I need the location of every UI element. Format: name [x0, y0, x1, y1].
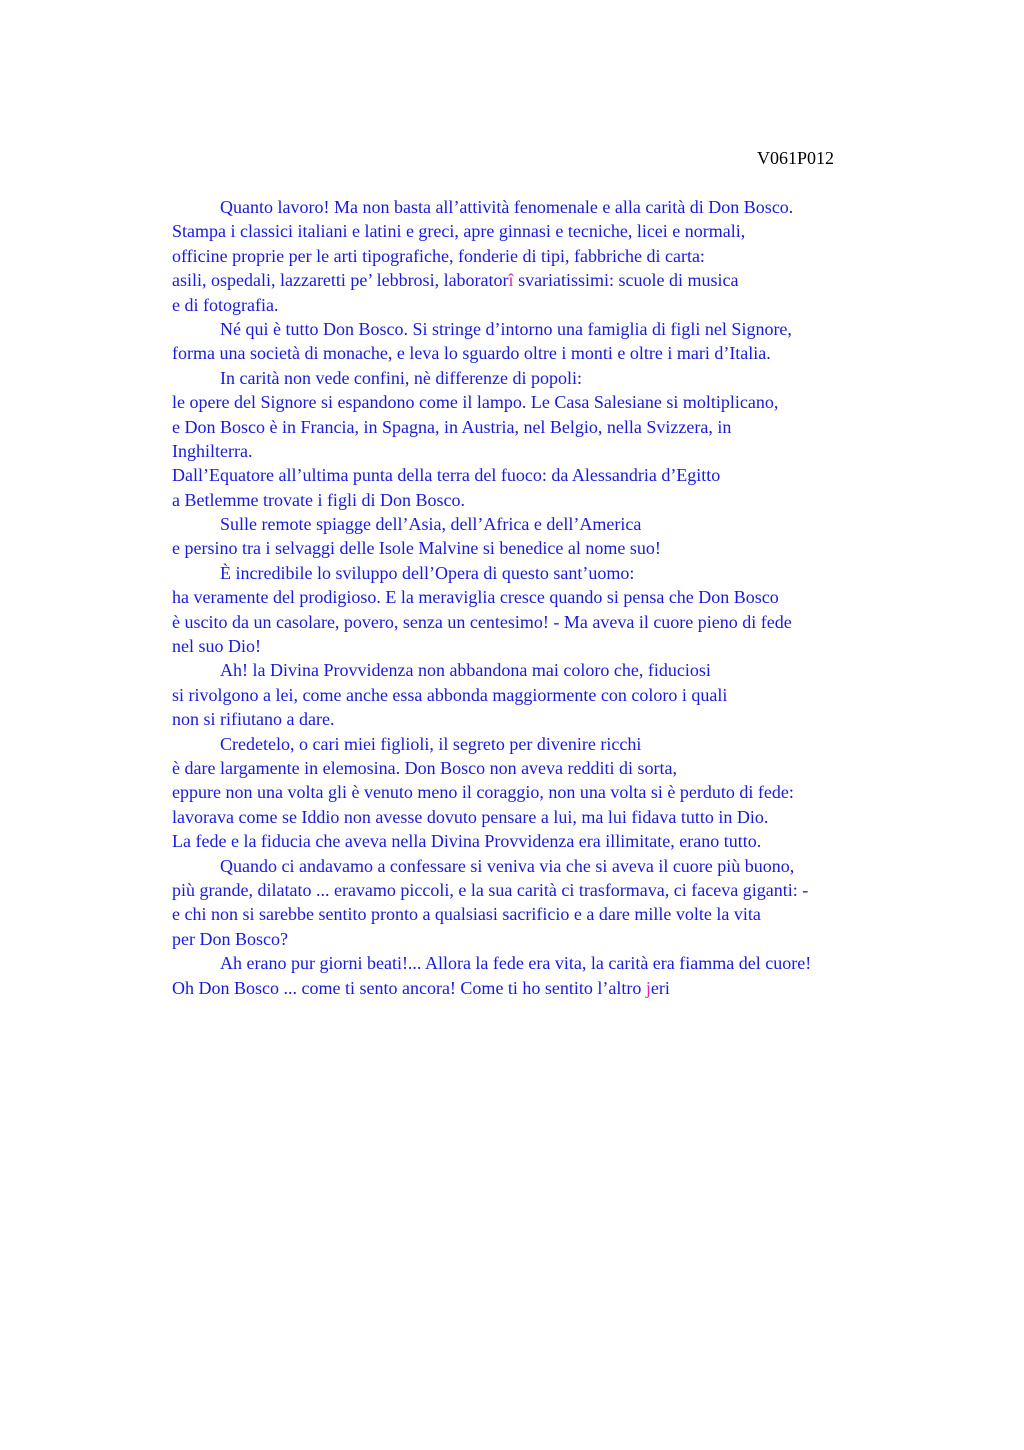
text-line: Stampa i classici italiani e latini e greci, apre ginnasi e tecniche, licei e normali, [172, 221, 746, 242]
text-line: non si rifiutano a dare. [172, 709, 335, 730]
text-line: Sulle remote spiagge dell’Asia, dell’Africa e dell’America [220, 514, 642, 535]
text-segment: eri [650, 977, 670, 998]
text-line: nel suo Dio! [172, 636, 261, 657]
text-line: più grande, dilatato ... eravamo piccoli, e la sua carità ci trasformava, ci faceva giganti: - [172, 879, 809, 900]
text-line: Ah erano pur giorni beati!... Allora la fede era vita, la carità era fiamma del cuore! [220, 953, 812, 974]
text-line: È incredibile lo sviluppo dell’Opera di questo sant’uomo: [220, 562, 635, 583]
text-line: e di fotografia. [172, 294, 279, 315]
text-segment: asili, ospedali, lazzaretti pe’ lebbrosi, laborator [172, 270, 509, 291]
page-identifier: V061P012 [757, 148, 835, 168]
text-line: lavorava come se Iddio non avesse dovuto pensare a lui, ma lui fidava tutto in Dio. [172, 806, 769, 827]
text-line: Ah! la Divina Provvidenza non abbandona mai coloro che, fiduciosi [220, 660, 711, 681]
text-line: a Betlemme trovate i figli di Don Bosco. [172, 489, 465, 510]
text-line: officine proprie per le arti tipografiche, fonderie di tipi, fabbriche di carta: [172, 245, 705, 266]
text-line: La fede e la fiducia che aveva nella Divina Provvidenza era illimitate, erano tutto. [172, 831, 762, 852]
text-line: Dall’Equatore all’ultima punta della terra del fuoco: da Alessandria d’Egitto [172, 465, 721, 486]
highlighted-character: j [645, 977, 651, 998]
text-line: Credetelo, o cari miei figlioli, il segreto per divenire ricchi [220, 733, 642, 754]
highlighted-character: î [508, 270, 514, 291]
text-line: forma una società di monache, e leva lo sguardo oltre i monti e oltre i mari d’Italia. [172, 343, 771, 364]
text-line: è uscito da un casolare, povero, senza un centesimo! - Ma aveva il cuore pieno di fede [172, 611, 792, 632]
text-line: e persino tra i selvaggi delle Isole Malvine si benedice al nome suo! [172, 538, 661, 559]
text-segment: Oh Don Bosco ... come ti sento ancora! Come ti ho sentito l’altro [172, 977, 646, 998]
text-line: In carità non vede confini, nè differenze di popoli: [220, 367, 583, 388]
text-line: Inghilterra. [172, 440, 253, 461]
text-line: Quando ci andavamo a confessare si veniva via che si aveva il cuore più buono, [220, 855, 795, 876]
text-line: eppure non una volta gli è venuto meno il coraggio, non una volta si è perduto di fede: [172, 782, 794, 803]
text-line: e Don Bosco è in Francia, in Spagna, in Austria, nel Belgio, nella Svizzera, in [172, 416, 732, 437]
text-line [172, 976, 912, 1000]
text-line: si rivolgono a lei, come anche essa abbonda maggiormente con coloro i quali [172, 684, 728, 705]
text-line: Né qui è tutto Don Bosco. Si stringe d’intorno una famiglia di figli nel Signore, [220, 318, 792, 339]
text-segment: svariatissimi: scuole di musica [513, 270, 739, 291]
text-line: ha veramente del prodigioso. E la meraviglia cresce quando si pensa che Don Bosco [172, 587, 779, 608]
text-line: le opere del Signore si espandono come il lampo. Le Casa Salesiane si moltiplicano, [172, 392, 779, 413]
text-line: per Don Bosco? [172, 928, 288, 949]
document-body [172, 195, 912, 1000]
text-line: e chi non si sarebbe sentito pronto a qualsiasi sacrificio e a dare mille volte la vita [172, 904, 761, 925]
text-line: è dare largamente in elemosina. Don Bosco non aveva redditi di sorta, [172, 757, 678, 778]
text-line: Quanto lavoro! Ma non basta all’attività fenomenale e alla carità di Don Bosco. [220, 197, 794, 217]
text-line [172, 268, 912, 292]
